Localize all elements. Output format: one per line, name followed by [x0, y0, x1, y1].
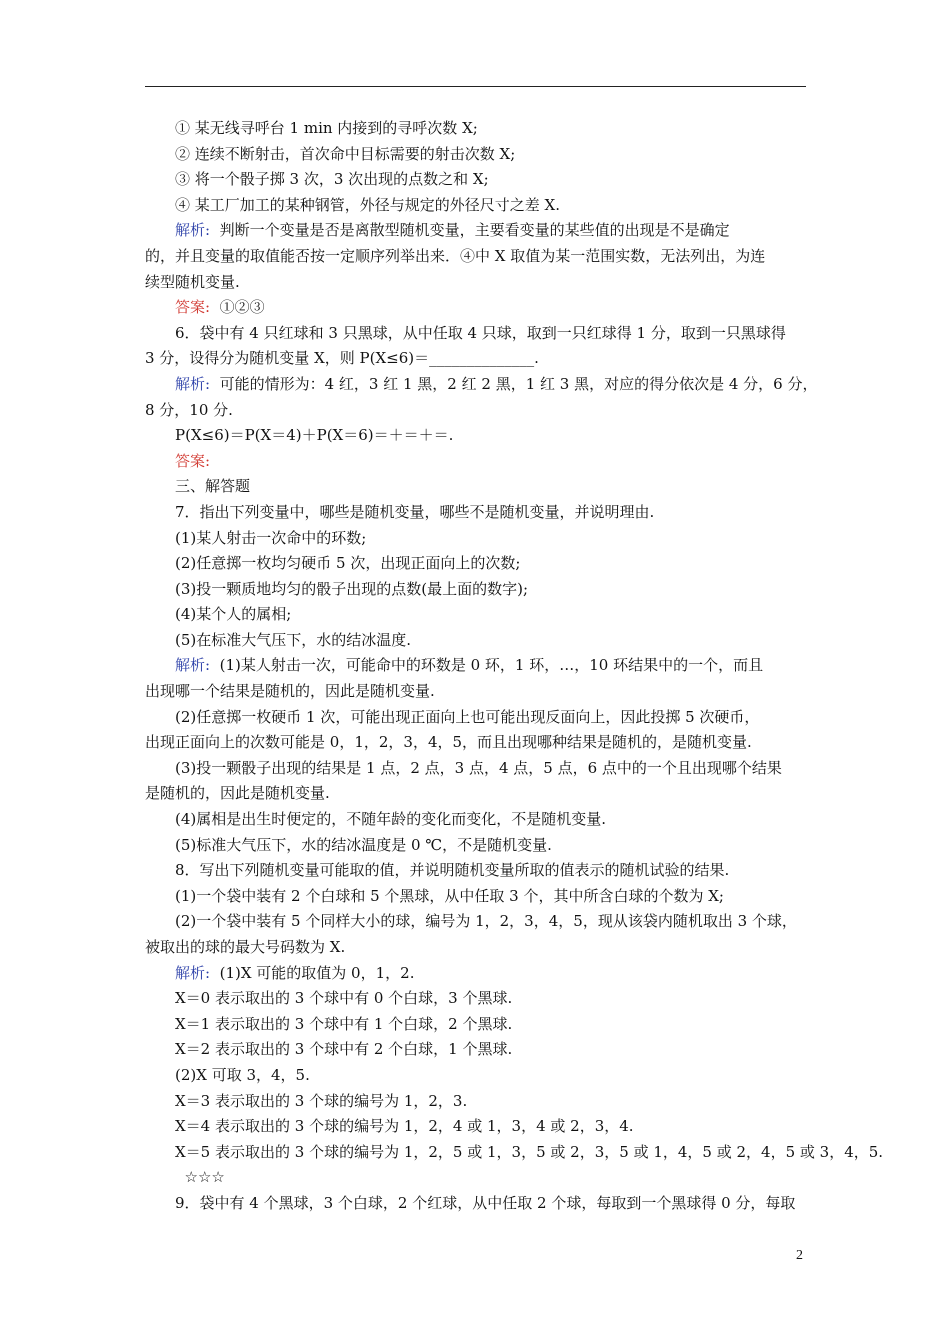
- line-text: ☆☆☆: [175, 1168, 225, 1187]
- line-text: (1)某人射击一次命中的环数;: [175, 528, 367, 547]
- text-line: [145, 679, 810, 705]
- explanation-label: 解析:: [175, 374, 211, 393]
- text-line: [145, 1012, 810, 1038]
- text-line: [145, 1191, 810, 1217]
- line-text: (3)投一颗骰子出现的结果是 1 点，2 点，3 点，4 点，5 点，6 点中的一个且出现哪个结果: [175, 758, 782, 777]
- text-line: [145, 551, 810, 577]
- line-text: (3)投一颗质地均匀的骰子出现的点数(最上面的数字);: [175, 579, 529, 598]
- text-line: [145, 1089, 810, 1115]
- line-text: 被取出的球的最大号码数为 X.: [145, 938, 346, 956]
- text-line: [145, 781, 810, 807]
- line-text: X＝2 表示取出的 3 个球中有 2 个白球，1 个黑球.: [175, 1040, 513, 1059]
- text-line: [145, 961, 810, 987]
- line-text: ①②③: [210, 298, 265, 317]
- text-line: [145, 218, 810, 244]
- header-rule: [145, 86, 806, 87]
- text-line: [145, 1037, 810, 1063]
- text-line: [145, 295, 810, 321]
- text-line: [145, 653, 810, 679]
- line-text: ① 某无线寻呼台 1 min 内接到的寻呼次数 X;: [175, 119, 478, 137]
- line-text: (4)属相是出生时便定的，不随年龄的变化而变化，不是随机变量.: [175, 810, 607, 829]
- text-line: [145, 884, 810, 910]
- line-text: X＝5 表示取出的 3 个球的编号为 1，2，5 或 1，3，5 或 2，3，5 或 1，4，5 或 2，4，5 或 3，4，5.: [175, 1142, 884, 1161]
- text-line: [145, 193, 810, 219]
- line-text: (2)X 可取 3，4，5.: [175, 1065, 310, 1084]
- text-line: [145, 577, 810, 603]
- line-text: (1)某人射击一次，可能命中的环数是 0 环，1 环，…，10 环结果中的一个，而且: [210, 656, 764, 675]
- text-line: [145, 1140, 884, 1166]
- line-text: 9．袋中有 4 个黑球，3 个白球，2 个红球，从中任取 2 个球，每取到一个黑球得 0 分，每取: [175, 1193, 796, 1212]
- answer-label: 答案:: [175, 298, 211, 317]
- text-line: [145, 321, 810, 347]
- line-text: 出现正面向上的次数可能是 0，1，2，3，4，5，而且出现哪种结果是随机的，是随机变量.: [145, 733, 752, 752]
- line-text: 三、解答题: [175, 477, 251, 496]
- text-line: [145, 730, 810, 756]
- line-text: X＝3 表示取出的 3 个球的编号为 1，2，3.: [175, 1091, 468, 1110]
- text-line: [145, 909, 810, 935]
- line-text: (5)标准大气压下，水的结冰温度是 0 ℃，不是随机变量.: [175, 835, 552, 854]
- line-text: (1)一个袋中装有 2 个白球和 5 个黑球，从中任取 3 个，其中所含白球的个数为 X;: [175, 886, 724, 905]
- line-text: P(X≤6)＝P(X＝4)＋P(X＝6)＝＋＝＋＝.: [175, 426, 454, 445]
- text-line: [145, 628, 810, 654]
- text-line: [145, 270, 810, 296]
- line-text: (1)X 可能的取值为 0，1，2.: [210, 963, 415, 982]
- text-line: [145, 372, 818, 398]
- text-line: [145, 449, 810, 475]
- line-text: 3 分，设得分为随机变量 X，则 P(X≤6)＝______________.: [145, 349, 539, 368]
- text-line: [145, 500, 810, 526]
- text-line: [145, 1165, 810, 1191]
- text-line: [145, 244, 810, 270]
- explanation-label: 解析:: [175, 221, 211, 240]
- line-text: ② 连续不断射击，首次命中目标需要的射击次数 X;: [175, 144, 516, 163]
- text-line: [145, 833, 810, 859]
- line-text: 6．袋中有 4 只红球和 3 只黑球，从中任取 4 只球，取到一只红球得 1 分，取到一只黑球得: [175, 323, 786, 342]
- text-line: [145, 602, 810, 628]
- line-text: 的，并且变量的取值能否按一定顺序列举出来．④中 X 取值为某一范围实数，无法列出，为连: [145, 246, 766, 265]
- text-line: [145, 423, 810, 449]
- line-text: (4)某个人的属相;: [175, 605, 292, 624]
- line-text: 是随机的，因此是随机变量.: [145, 784, 330, 803]
- text-line: [145, 1114, 810, 1140]
- text-line: [145, 167, 810, 193]
- line-text: X＝0 表示取出的 3 个球中有 0 个白球，3 个黑球.: [175, 989, 513, 1008]
- line-text: 可能的情形为：4 红，3 红 1 黑，2 红 2 黑，1 红 3 黑，对应的得分依次是 4 分，6 分，: [210, 374, 818, 393]
- explanation-label: 解析:: [175, 963, 211, 982]
- line-text: 判断一个变量是否是离散型随机变量，主要看变量的某些值的出现是不是确定: [210, 221, 730, 240]
- explanation-label: 解析:: [175, 656, 211, 675]
- text-line: [145, 1063, 810, 1089]
- document-body: [145, 116, 884, 1217]
- line-text: X＝4 表示取出的 3 个球的编号为 1，2，4 或 1，3，4 或 2，3，4.: [175, 1117, 634, 1136]
- line-text: (2)一个袋中装有 5 个同样大小的球，编号为 1，2，3，4，5，现从该袋内随机取出 3 个球，: [175, 912, 797, 931]
- text-line: [145, 142, 810, 168]
- line-text: ③ 将一个骰子掷 3 次，3 次出现的点数之和 X;: [175, 170, 489, 189]
- text-line: [145, 807, 810, 833]
- text-line: [145, 474, 810, 500]
- line-text: 7．指出下列变量中，哪些是随机变量，哪些不是随机变量，并说明理由.: [175, 502, 655, 521]
- text-line: [145, 398, 810, 424]
- text-line: [145, 526, 810, 552]
- line-text: X＝1 表示取出的 3 个球中有 1 个白球，2 个黑球.: [175, 1014, 513, 1033]
- line-text: ④ 某工厂加工的某种钢管，外径与规定的外径尺寸之差 X.: [175, 195, 560, 214]
- line-text: (2)任意掷一枚硬币 1 次，可能出现正面向上也可能出现反面向上，因此投掷 5 次硬币，: [175, 707, 760, 726]
- line-text: 续型随机变量.: [145, 272, 240, 291]
- page-number: 2: [796, 1248, 803, 1263]
- text-line: [145, 935, 810, 961]
- line-text: 8．写出下列随机变量可能取的值，并说明随机变量所取的值表示的随机试验的结果.: [175, 861, 730, 880]
- text-line: [145, 705, 810, 731]
- text-line: [145, 346, 810, 372]
- line-text: (5)在标准大气压下，水的结冰温度.: [175, 630, 412, 649]
- line-text: 8 分，10 分.: [145, 400, 233, 419]
- line-text: (2)任意掷一枚均匀硬币 5 次，出现正面向上的次数;: [175, 554, 521, 573]
- text-line: [145, 858, 810, 884]
- answer-label: 答案:: [175, 451, 211, 470]
- text-line: [145, 116, 810, 142]
- text-line: [145, 756, 810, 782]
- text-line: [145, 986, 810, 1012]
- line-text: 出现哪一个结果是随机的，因此是随机变量.: [145, 682, 435, 701]
